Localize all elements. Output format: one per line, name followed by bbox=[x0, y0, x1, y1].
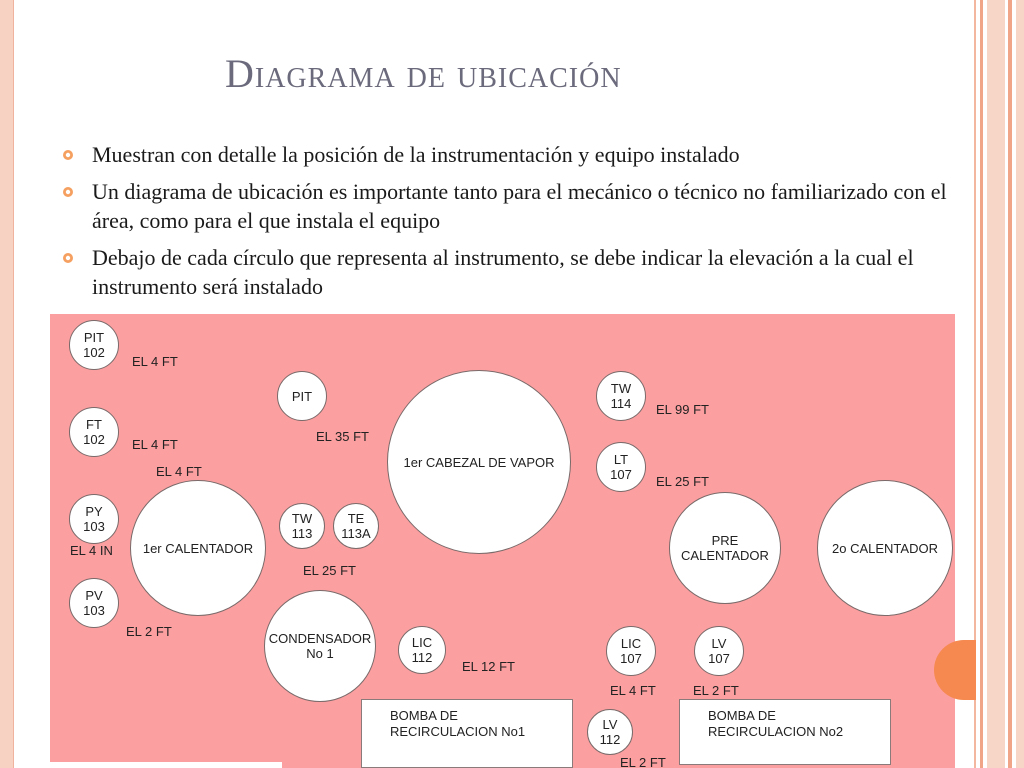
elevation-label: EL 25 FT bbox=[303, 563, 356, 578]
circle-pit-102 bbox=[69, 320, 119, 370]
bullet-icon bbox=[62, 252, 74, 264]
bullet-list bbox=[62, 140, 972, 309]
slide-title: Diagrama de ubicación bbox=[225, 51, 622, 96]
bullet-text: Muestran con detalle la posición de la instrumentación y equipo instalado bbox=[92, 142, 740, 167]
circle-label: 114 bbox=[610, 396, 632, 411]
circle-label: PRE bbox=[711, 533, 739, 548]
circle-label: 102 bbox=[83, 432, 105, 447]
circle-label: CALENTADOR bbox=[681, 548, 769, 563]
circle-py-103 bbox=[69, 494, 119, 544]
circle-label: 112 bbox=[599, 732, 621, 747]
circle-label: 107 bbox=[708, 651, 730, 666]
circle-label: PIT bbox=[83, 330, 105, 345]
right-border-stripe bbox=[987, 0, 1005, 768]
circle-lic-107 bbox=[606, 626, 656, 676]
circle-label: 1er CABEZAL DE VAPOR bbox=[403, 454, 555, 470]
elevation-label: EL 4 IN bbox=[70, 543, 113, 558]
bullet-text: Un diagrama de ubicación es importante tanto para el mecánico o técnico no familiarizado con el área, como para el que instala el equipo bbox=[92, 179, 947, 233]
box-bomba-recirculacion-1 bbox=[361, 699, 573, 768]
box-label: RECIRCULACION No2 bbox=[708, 724, 844, 739]
circle-1er-calentador bbox=[130, 480, 266, 616]
elevation-label: EL 99 FT bbox=[656, 402, 709, 417]
bullet-item bbox=[62, 243, 972, 301]
circle-label: 107 bbox=[620, 651, 642, 666]
box-label: BOMBA DE bbox=[390, 708, 458, 723]
circle-label: 103 bbox=[83, 603, 105, 618]
right-border-stripe bbox=[1016, 0, 1024, 768]
elevation-label: EL 4 FT bbox=[156, 464, 202, 479]
circle-label: 103 bbox=[83, 519, 105, 534]
elevation-label: EL 4 FT bbox=[132, 354, 178, 369]
bullet-item bbox=[62, 177, 972, 235]
left-border-decoration bbox=[0, 0, 14, 768]
elevation-label: EL 2 FT bbox=[620, 755, 666, 768]
footer-strip bbox=[50, 762, 282, 768]
circle-lv-107 bbox=[694, 626, 744, 676]
location-diagram bbox=[50, 314, 955, 768]
circle-label: No 1 bbox=[306, 646, 334, 661]
circle-label: 113 bbox=[291, 526, 313, 541]
circle-label: PY bbox=[85, 504, 103, 519]
circle-label: TE bbox=[347, 511, 365, 526]
circle-1er-cabezal-de-vapor bbox=[387, 370, 571, 554]
circle-2o-calentador bbox=[817, 480, 953, 616]
circle-label: PIT bbox=[291, 388, 313, 404]
elevation-label: EL 4 FT bbox=[132, 437, 178, 452]
circle-label: TW bbox=[610, 381, 632, 396]
circle-label: FT bbox=[86, 417, 102, 432]
elevation-label: EL 25 FT bbox=[656, 474, 709, 489]
circle-label: TW bbox=[291, 511, 313, 526]
circle-label: LV bbox=[602, 717, 618, 732]
circle-lic-112 bbox=[398, 626, 446, 674]
circle-label: 1er CALENTADOR bbox=[142, 540, 254, 556]
elevation-label: EL 2 FT bbox=[693, 683, 739, 698]
right-border-stripe bbox=[1008, 0, 1012, 768]
bullet-icon bbox=[62, 149, 74, 161]
circle-label: 112 bbox=[411, 650, 433, 665]
elevation-label: EL 35 FT bbox=[316, 429, 369, 444]
circle-condensador bbox=[264, 590, 376, 702]
circle-pit bbox=[277, 371, 327, 421]
circle-label: PV bbox=[85, 588, 103, 603]
right-border-stripe bbox=[980, 0, 983, 768]
circle-label: 102 bbox=[83, 345, 105, 360]
circle-label: 113A bbox=[341, 526, 371, 541]
box-label: BOMBA DE bbox=[708, 708, 776, 723]
bullet-text: Debajo de cada círculo que representa al instrumento, se debe indicar la elevación a la cual el instrumento será instalado bbox=[92, 245, 914, 299]
circle-label: LIC bbox=[411, 635, 433, 650]
elevation-label: EL 4 FT bbox=[610, 683, 656, 698]
bullet-icon bbox=[62, 186, 74, 198]
circle-te-113a bbox=[333, 503, 379, 549]
elevation-label: EL 12 FT bbox=[462, 659, 515, 674]
circle-label: LIC bbox=[620, 636, 642, 651]
circle-lt-107 bbox=[596, 442, 646, 492]
circle-pv-103 bbox=[69, 578, 119, 628]
circle-precalentador bbox=[669, 492, 781, 604]
circle-tw-114 bbox=[596, 371, 646, 421]
circle-label: LT bbox=[613, 452, 629, 467]
circle-label: CONDENSADOR bbox=[268, 631, 372, 646]
box-bomba-recirculacion-2 bbox=[679, 699, 891, 765]
circle-label: LV bbox=[711, 636, 727, 651]
bullet-item bbox=[62, 140, 972, 169]
circle-ft-102 bbox=[69, 407, 119, 457]
elevation-label: EL 2 FT bbox=[126, 624, 172, 639]
circle-lv-112 bbox=[587, 709, 633, 755]
box-label: RECIRCULACION No1 bbox=[390, 724, 526, 739]
circle-label: 2o CALENTADOR bbox=[832, 540, 938, 556]
circle-label: 107 bbox=[610, 467, 632, 482]
circle-tw-113 bbox=[279, 503, 325, 549]
